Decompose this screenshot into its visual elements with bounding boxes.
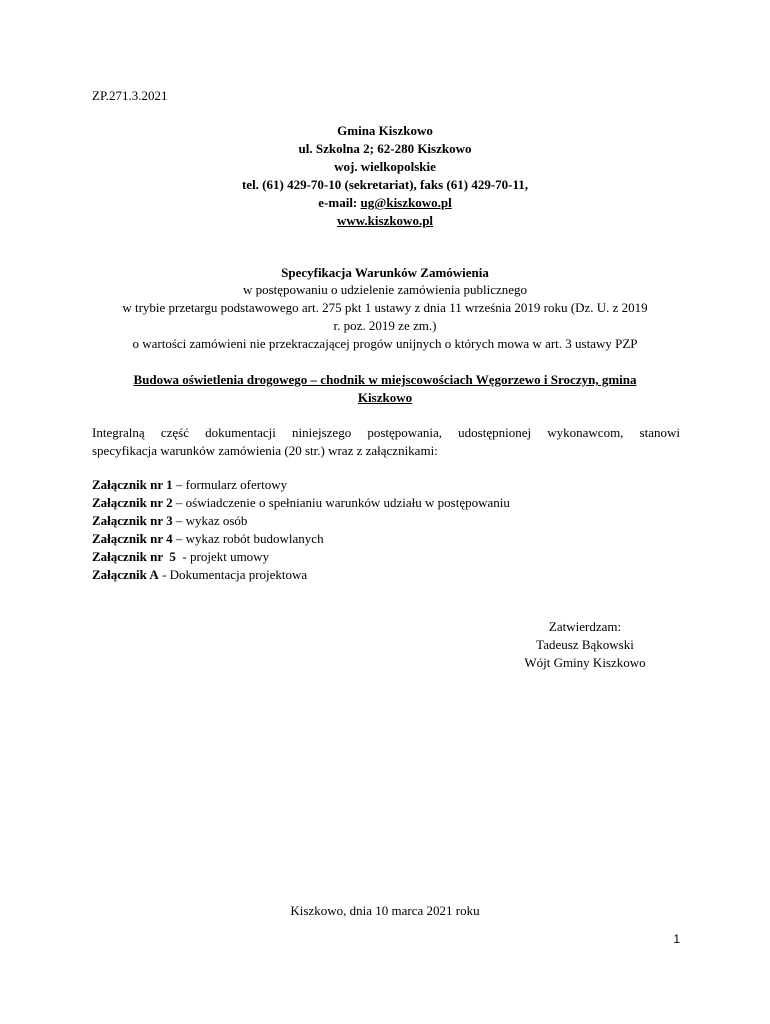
attachment-item xyxy=(92,566,307,584)
spec-title: Specyfikacja Warunków Zamówienia xyxy=(281,265,489,280)
email-label: e-mail: xyxy=(318,195,361,210)
attachment-desc: - projekt umowy xyxy=(175,549,270,564)
website-line xyxy=(0,212,770,230)
reference-number: ZP.271.3.2021 xyxy=(92,88,168,103)
approval-label: Zatwierdzam: xyxy=(548,619,622,634)
org-email-line xyxy=(0,194,770,212)
attachment-label: Załącznik nr 2 xyxy=(92,495,173,510)
attachment-desc: – oświadczenie o spełnianiu warunków udziału w postępowaniu xyxy=(172,495,510,510)
website-link[interactable]: www.kiszkowo.pl xyxy=(336,213,434,228)
project-title-line-1: Budowa oświetlenia drogowego – chodnik w miejscowościach Węgorzewo i Sroczyn, gmina xyxy=(133,372,637,387)
spec-line-2: w trybie przetargu podstawowego art. 275 pkt 1 ustawy z dnia 11 września 2019 roku (Dz. U. z 2019 xyxy=(122,300,648,315)
intro-line-2: specyfikacja warunków zamówienia (20 str.) wraz z załącznikami: xyxy=(92,443,438,458)
spec-line-1: w postępowaniu o udzielenie zamówienia publicznego xyxy=(242,282,528,297)
approval-name: Tadeusz Bąkowski xyxy=(536,637,634,652)
attachment-item xyxy=(92,494,510,512)
org-phone: tel. (61) 429-70-10 (sekretariat), faks (61) 429-70-11, xyxy=(241,177,529,192)
attachment-item xyxy=(92,476,287,494)
spec-line-3: r. poz. 2019 ze zm.) xyxy=(333,318,437,333)
org-voivodeship: woj. wielkopolskie xyxy=(334,159,436,174)
intro-line-1: Integralną część dokumentacji niniejszego postępowania, udostępnionej wykonawcom, stanowi xyxy=(92,425,680,440)
attachment-desc: – wykaz osób xyxy=(172,513,248,528)
email-link[interactable]: ug@kiszkowo.pl xyxy=(360,195,452,210)
approval-position: Wójt Gminy Kiszkowo xyxy=(524,655,646,670)
attachment-label: Załącznik A xyxy=(92,567,159,582)
attachment-label: Załącznik nr 5 xyxy=(92,549,176,564)
attachment-label: Załącznik nr 4 xyxy=(92,531,173,546)
spec-line-4: o wartości zamówieni nie przekraczającej progów unijnych o których mowa w art. 3 ustawy PZP xyxy=(132,336,638,351)
attachment-item xyxy=(92,548,269,566)
attachment-label: Załącznik nr 3 xyxy=(92,513,173,528)
attachment-label: Załącznik nr 1 xyxy=(92,477,173,492)
page-number: 1 xyxy=(673,932,680,946)
place-date: Kiszkowo, dnia 10 marca 2021 roku xyxy=(290,903,480,918)
org-address: ul. Szkolna 2; 62-280 Kiszkowo xyxy=(298,141,472,156)
org-name: Gmina Kiszkowo xyxy=(337,123,433,138)
attachment-desc: – wykaz robót budowlanych xyxy=(172,531,324,546)
attachment-desc: - Dokumentacja projektowa xyxy=(158,567,308,582)
project-title-line-2: Kiszkowo xyxy=(357,390,413,405)
attachment-item xyxy=(92,512,247,530)
attachment-desc: – formularz ofertowy xyxy=(172,477,288,492)
attachment-item xyxy=(92,530,324,548)
